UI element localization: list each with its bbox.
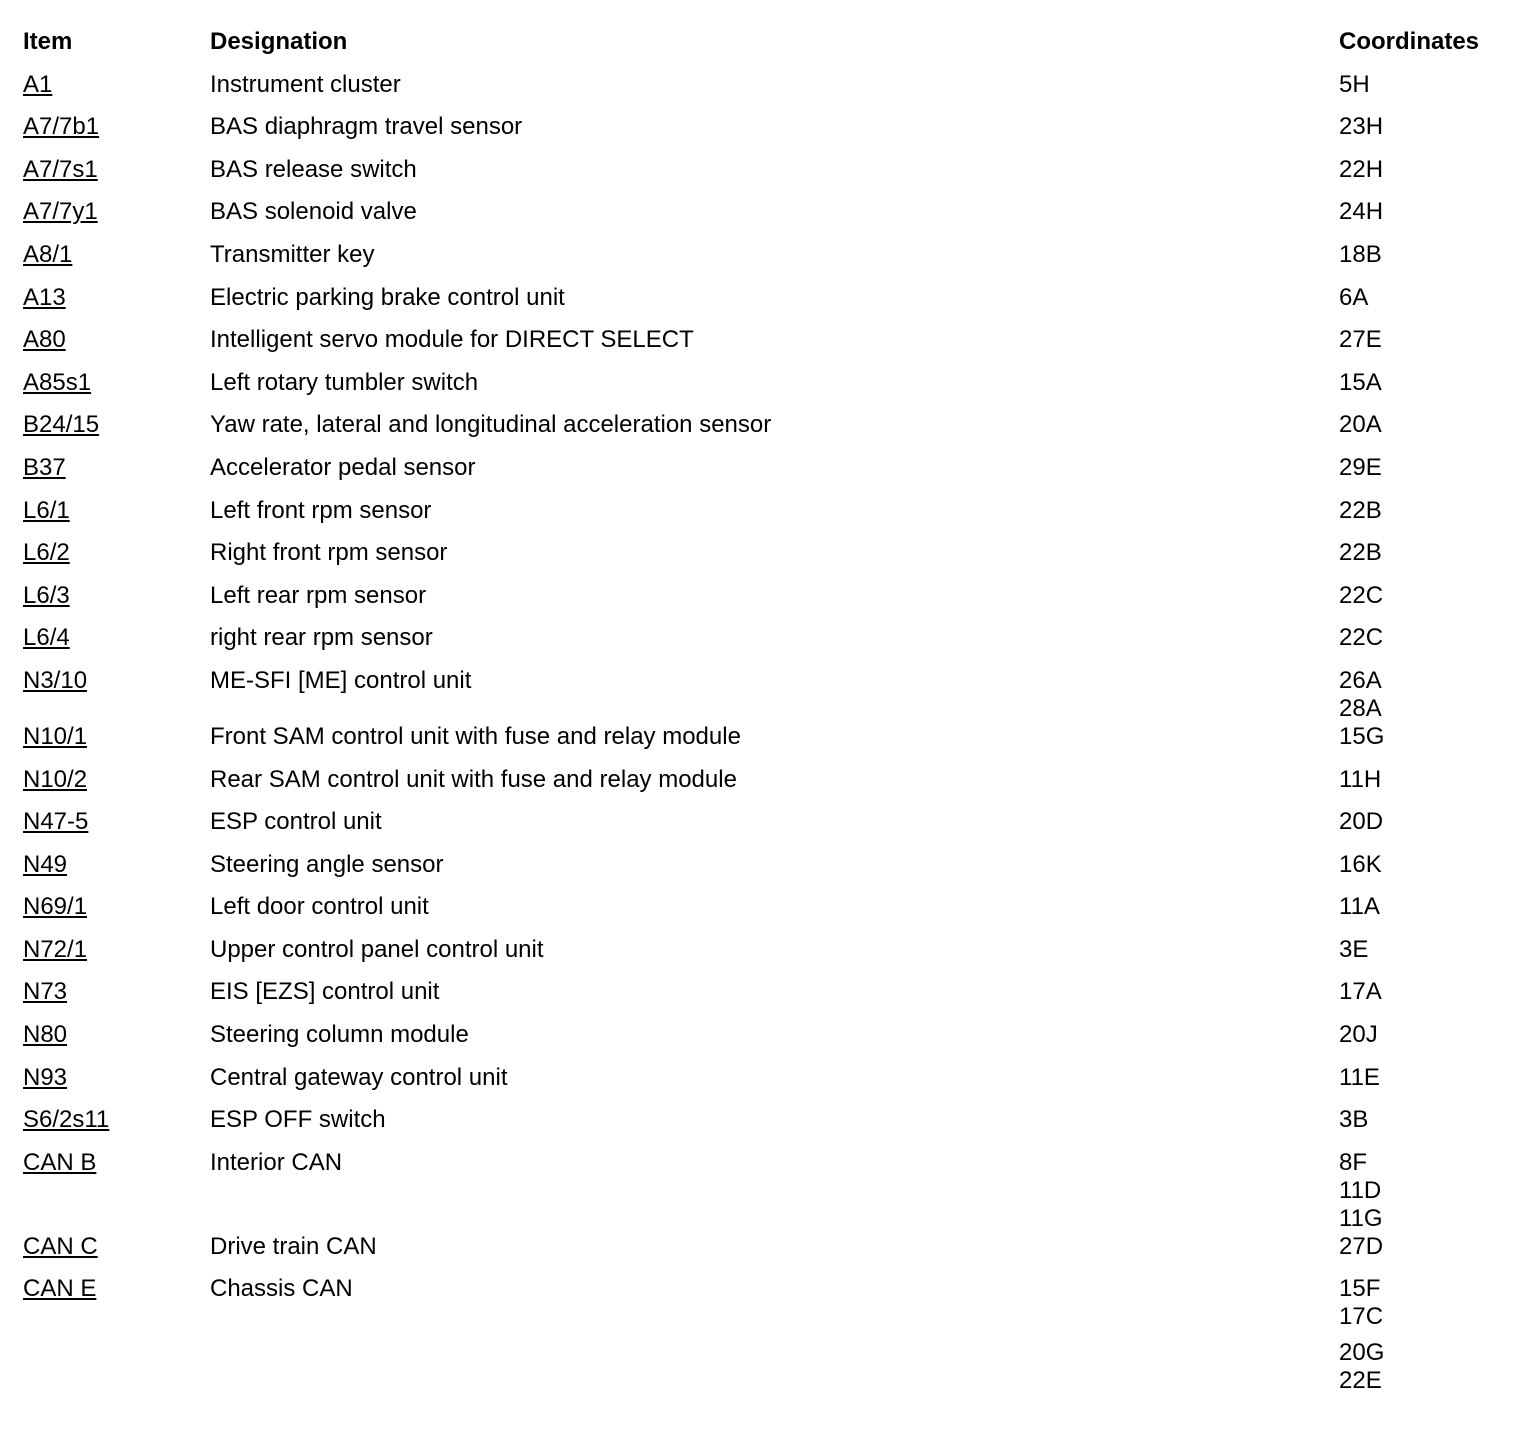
item-link[interactable]: L6/4 xyxy=(23,624,70,652)
item-cell xyxy=(0,198,210,226)
item-cell xyxy=(0,369,210,397)
table-row xyxy=(0,1149,1520,1233)
item-cell xyxy=(0,1149,210,1177)
table-row xyxy=(0,936,1520,979)
table-row xyxy=(0,893,1520,936)
table-row xyxy=(0,241,1520,284)
coordinate-value: 16K xyxy=(1339,850,1382,878)
item-link[interactable]: A7/7s1 xyxy=(23,155,98,183)
designation-cell: Left door control unit xyxy=(210,893,429,921)
column-header-item: Item xyxy=(23,28,73,55)
designation-cell: Accelerator pedal sensor xyxy=(210,453,476,481)
item-cell xyxy=(0,978,210,1006)
coordinate-value: 11E xyxy=(1339,1063,1380,1091)
item-link[interactable]: N72/1 xyxy=(23,935,88,963)
item-link[interactable]: A7/7y1 xyxy=(23,198,98,226)
coordinates-cell xyxy=(1339,198,1520,226)
coordinate-value: 20A xyxy=(1339,411,1382,439)
item-link[interactable]: N10/1 xyxy=(23,722,88,750)
table-row xyxy=(0,667,1520,723)
table-row xyxy=(0,978,1520,1021)
coordinates-cell xyxy=(1339,411,1520,439)
item-link[interactable]: A85s1 xyxy=(23,368,92,396)
item-cell xyxy=(0,723,210,751)
coordinate-value: 26A xyxy=(1339,666,1382,694)
coordinates-cell xyxy=(1339,893,1520,921)
item-cell xyxy=(0,71,210,99)
coordinates-cell xyxy=(1339,936,1520,964)
table-row xyxy=(0,582,1520,625)
coordinates-cell xyxy=(1339,1233,1520,1261)
designation-cell: Steering column module xyxy=(210,1021,469,1049)
column-header-coordinates: Coordinates xyxy=(1339,28,1480,55)
item-link[interactable]: N93 xyxy=(23,1063,68,1091)
coordinates-cell xyxy=(1339,582,1520,610)
designation-cell: right rear rpm sensor xyxy=(210,624,433,652)
table-row xyxy=(0,723,1520,766)
item-link[interactable]: N47-5 xyxy=(23,808,89,836)
item-link[interactable]: CAN B xyxy=(23,1148,97,1176)
item-cell xyxy=(0,539,210,567)
coordinates-cell xyxy=(1339,1106,1520,1134)
designation-cell: Steering angle sensor xyxy=(210,850,444,878)
item-cell xyxy=(0,497,210,525)
item-link[interactable]: B24/15 xyxy=(23,411,100,439)
coordinate-value: 27D xyxy=(1339,1232,1384,1260)
designation-cell: Instrument cluster xyxy=(210,70,401,98)
coordinate-value: 8F xyxy=(1339,1148,1368,1176)
coordinate-value: 28A xyxy=(1339,694,1382,722)
item-cell xyxy=(0,1021,210,1049)
coordinates-cell xyxy=(1339,454,1520,482)
coordinate-value: 20G xyxy=(1339,1339,1385,1367)
coordinate-value: 27E xyxy=(1339,326,1382,354)
item-cell xyxy=(0,156,210,184)
table-row xyxy=(0,1064,1520,1107)
designation-cell: ESP OFF switch xyxy=(210,1106,386,1134)
coordinates-cell xyxy=(1339,284,1520,312)
item-cell xyxy=(0,284,210,312)
table-row xyxy=(0,497,1520,540)
designation-cell: Central gateway control unit xyxy=(210,1063,508,1091)
table-body xyxy=(0,71,1520,1396)
coordinates-cell xyxy=(1339,808,1520,836)
coordinate-value: 22B xyxy=(1339,539,1382,567)
item-link[interactable]: B37 xyxy=(23,453,66,481)
table-row xyxy=(0,156,1520,199)
table-row xyxy=(0,1021,1520,1064)
item-link[interactable]: L6/2 xyxy=(23,539,70,567)
item-link[interactable]: A13 xyxy=(23,283,66,311)
item-link[interactable]: CAN C xyxy=(23,1232,98,1260)
item-cell xyxy=(0,766,210,794)
designation-cell: Rear SAM control unit with fuse and relay module xyxy=(210,765,737,793)
coordinate-value: 23H xyxy=(1339,113,1384,141)
item-link[interactable]: S6/2s11 xyxy=(23,1106,110,1134)
table-row xyxy=(0,539,1520,582)
coordinates-cell xyxy=(1339,667,1520,723)
coordinates-cell xyxy=(1339,723,1520,751)
item-link[interactable]: A8/1 xyxy=(23,240,73,268)
designation-cell: Upper control panel control unit xyxy=(210,935,544,963)
coordinate-value: 22B xyxy=(1339,496,1382,524)
coordinates-cell xyxy=(1339,1064,1520,1092)
designation-cell: Left rear rpm sensor xyxy=(210,581,427,609)
item-link[interactable]: N73 xyxy=(23,978,68,1006)
item-cell xyxy=(0,411,210,439)
table-row xyxy=(0,1106,1520,1149)
coordinates-cell xyxy=(1339,851,1520,879)
designation-cell: Front SAM control unit with fuse and relay module xyxy=(210,722,741,750)
coordinate-value: 5H xyxy=(1339,70,1370,98)
table-header-row xyxy=(0,28,1520,71)
item-link[interactable]: N80 xyxy=(23,1021,68,1049)
designation-cell: ME-SFI [ME] control unit xyxy=(210,666,472,694)
item-link[interactable]: N69/1 xyxy=(23,893,88,921)
item-cell xyxy=(0,582,210,610)
item-link[interactable]: L6/1 xyxy=(23,496,70,524)
designation-cell: Left rotary tumbler switch xyxy=(210,368,479,396)
coordinate-value: 17A xyxy=(1339,978,1382,1006)
designation-cell: Drive train CAN xyxy=(210,1232,377,1260)
coordinate-value: 6A xyxy=(1339,283,1369,311)
item-cell xyxy=(0,893,210,921)
item-cell xyxy=(0,1064,210,1092)
item-cell xyxy=(0,624,210,652)
item-link[interactable]: CAN E xyxy=(23,1275,97,1303)
coordinate-value: 22C xyxy=(1339,624,1384,652)
table-row xyxy=(0,71,1520,114)
designation-cell: Transmitter key xyxy=(210,240,375,268)
coordinates-cell xyxy=(1339,624,1520,652)
coordinate-value: 29E xyxy=(1339,453,1382,481)
coordinate-value: 20J xyxy=(1339,1021,1378,1049)
table-row xyxy=(0,369,1520,412)
table-row xyxy=(0,198,1520,241)
designation-cell: Electric parking brake control unit xyxy=(210,283,565,311)
coordinates-cell xyxy=(1339,1021,1520,1049)
column-header-designation: Designation xyxy=(210,28,348,55)
coordinate-value: 22H xyxy=(1339,155,1384,183)
coordinates-cell xyxy=(1339,71,1520,99)
designation-cell: BAS solenoid valve xyxy=(210,198,417,226)
item-cell xyxy=(0,1106,210,1134)
item-cell xyxy=(0,936,210,964)
item-cell xyxy=(0,1275,210,1303)
coordinates-cell xyxy=(1339,497,1520,525)
designation-cell: ESP control unit xyxy=(210,808,382,836)
coordinate-value: 11G xyxy=(1339,1204,1383,1232)
coordinate-value: 15G xyxy=(1339,722,1385,750)
item-cell xyxy=(0,1233,210,1261)
coordinate-value: 15A xyxy=(1339,368,1382,396)
item-cell xyxy=(0,241,210,269)
table-row xyxy=(0,624,1520,667)
table-row xyxy=(0,113,1520,156)
coordinate-value: 11A xyxy=(1339,893,1380,921)
coordinates-cell xyxy=(1339,978,1520,1006)
item-cell xyxy=(0,454,210,482)
item-cell xyxy=(0,851,210,879)
coordinates-cell xyxy=(1339,156,1520,184)
coordinate-value: 3E xyxy=(1339,935,1369,963)
table-row xyxy=(0,454,1520,497)
table-row xyxy=(0,851,1520,894)
coordinate-value: 18B xyxy=(1339,240,1382,268)
coordinates-cell xyxy=(1339,369,1520,397)
item-link[interactable]: L6/3 xyxy=(23,581,70,609)
designation-cell: Intelligent servo module for DIRECT SELECT xyxy=(210,326,694,354)
designation-cell: EIS [EZS] control unit xyxy=(210,978,440,1006)
coordinates-cell xyxy=(1339,766,1520,794)
item-link[interactable]: N3/10 xyxy=(23,666,88,694)
coordinates-cell xyxy=(1339,1275,1520,1395)
item-cell xyxy=(0,113,210,141)
coordinate-value: 22E xyxy=(1339,1367,1382,1395)
designation-cell: Yaw rate, lateral and longitudinal acceleration sensor xyxy=(210,411,772,439)
coordinate-value: 20D xyxy=(1339,808,1384,836)
designation-cell: BAS diaphragm travel sensor xyxy=(210,113,523,141)
table-row xyxy=(0,326,1520,369)
table-row xyxy=(0,1275,1520,1395)
table-row xyxy=(0,411,1520,454)
designation-cell: Interior CAN xyxy=(210,1148,343,1176)
item-link[interactable]: A7/7b1 xyxy=(23,113,100,141)
item-link[interactable]: N10/2 xyxy=(23,765,88,793)
designation-cell: Left front rpm sensor xyxy=(210,496,432,524)
item-link[interactable]: A1 xyxy=(23,70,53,98)
coordinate-value: 11H xyxy=(1339,765,1382,793)
coordinates-cell xyxy=(1339,1149,1520,1233)
item-cell xyxy=(0,808,210,836)
coordinates-cell xyxy=(1339,113,1520,141)
table-row xyxy=(0,808,1520,851)
designation-cell: Right front rpm sensor xyxy=(210,539,448,567)
table-row xyxy=(0,1233,1520,1276)
designation-cell: Chassis CAN xyxy=(210,1275,353,1303)
item-cell xyxy=(0,326,210,354)
coordinate-value: 17C xyxy=(1339,1303,1384,1331)
designation-cell: BAS release switch xyxy=(210,155,417,183)
item-cell xyxy=(0,667,210,695)
coordinate-value: 3B xyxy=(1339,1106,1369,1134)
coordinate-value: 15F xyxy=(1339,1275,1381,1303)
item-link[interactable]: N49 xyxy=(23,850,68,878)
coordinates-cell xyxy=(1339,539,1520,567)
table-row xyxy=(0,284,1520,327)
item-link[interactable]: A80 xyxy=(23,326,66,354)
coordinates-cell xyxy=(1339,326,1520,354)
coordinates-cell xyxy=(1339,241,1520,269)
coordinate-value: 24H xyxy=(1339,198,1384,226)
table-row xyxy=(0,766,1520,809)
coordinate-value: 11D xyxy=(1339,1176,1382,1204)
coordinate-value: 22C xyxy=(1339,581,1384,609)
